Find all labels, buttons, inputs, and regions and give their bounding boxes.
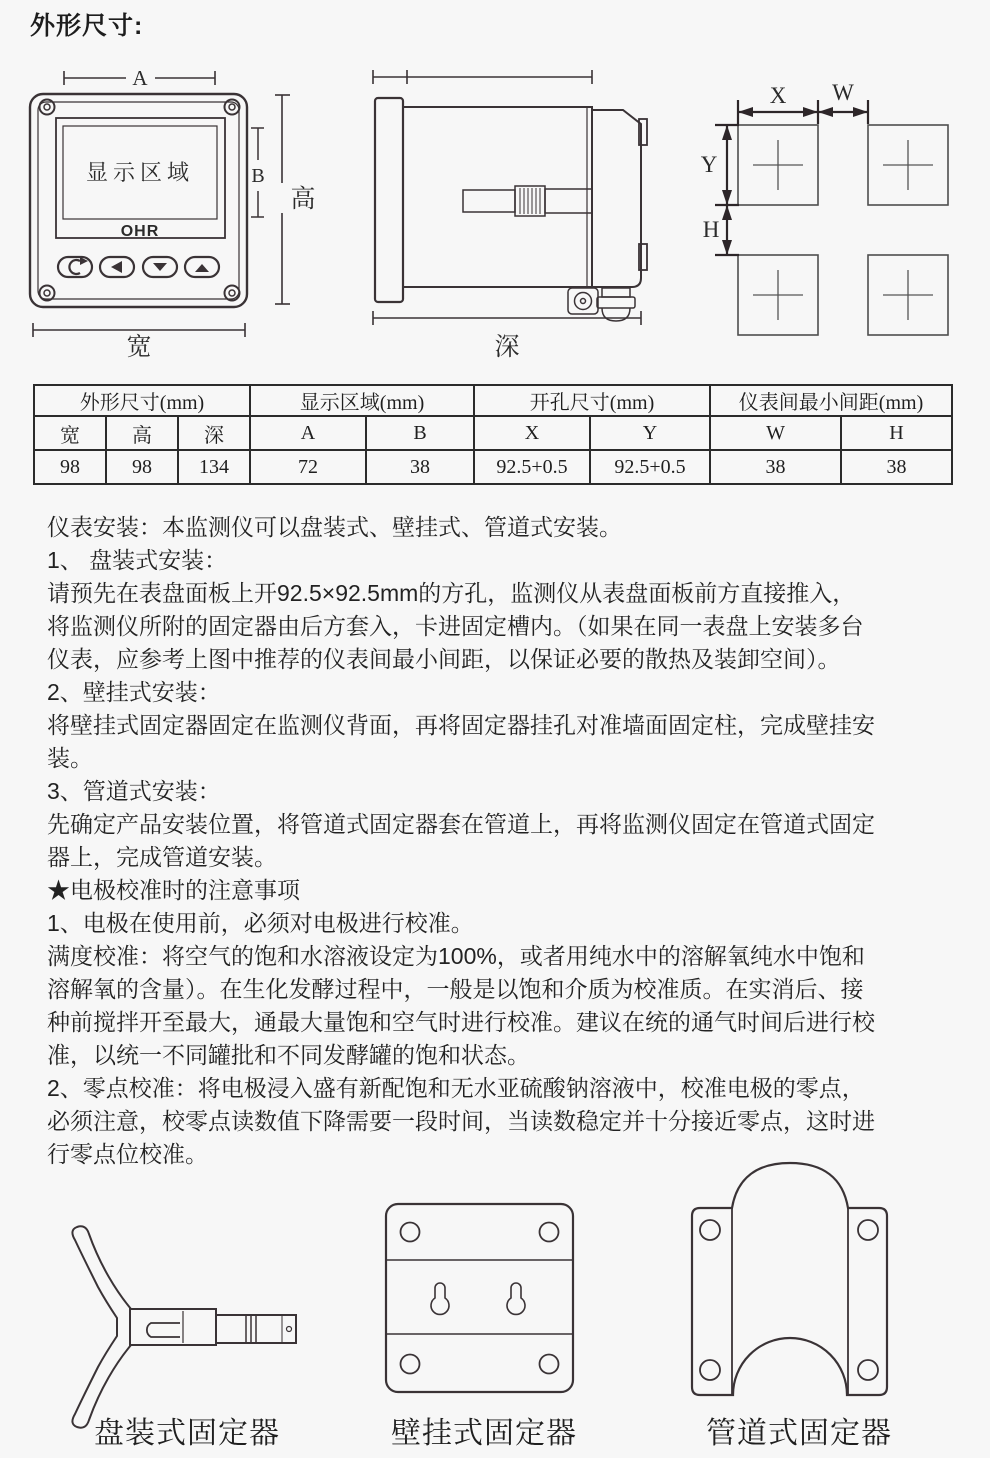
- dim-y-label: Y: [700, 152, 718, 177]
- instruction-line: 仪表安装：本监测仪可以盘装式、壁挂式、管道式安装。: [47, 514, 622, 540]
- bottom-bracket: [568, 288, 598, 314]
- wall-fixture-caption: 壁挂式固定器: [391, 1417, 577, 1450]
- group-cutout: 开孔尺寸(mm): [474, 385, 710, 416]
- table-group-row: [34, 385, 952, 416]
- pipe-fixture-caption: 管道式固定器: [706, 1417, 892, 1450]
- dim-depth-label: 深: [494, 334, 520, 361]
- dim-width-label: 宽: [126, 334, 152, 361]
- front-device-inner-frame: [38, 102, 239, 299]
- side-rear-housing: [592, 110, 641, 287]
- return-icon: [69, 260, 80, 274]
- dim-x-label: X: [769, 83, 787, 108]
- wall-fixture-keyhole-right: [507, 1283, 525, 1314]
- wall-fixture-screw-holes: [401, 1223, 559, 1374]
- instruction-line: 2、壁挂式安装：: [47, 679, 221, 705]
- panel-fixture-caption: 盘装式固定器: [94, 1417, 280, 1450]
- col-a: A: [250, 416, 366, 450]
- col-b: B: [366, 416, 474, 450]
- instruction-line: 1、 盘装式安装：: [47, 547, 228, 573]
- val-w: 38: [710, 450, 841, 484]
- col-w: W: [710, 416, 841, 450]
- instruction-line: 种前搅拌开至最大，通最大量饱和空气时进行校准。建议在统的通气时间后进行校: [47, 1009, 875, 1035]
- instruction-line: 装。: [47, 745, 93, 771]
- pipe-fixture-outline: [692, 1163, 887, 1395]
- pipe-fixture-screw-holes: [700, 1220, 878, 1380]
- instruction-line: ★电极校准时的注意事项: [47, 877, 300, 903]
- dim-height-marker: [275, 95, 290, 304]
- col-y: Y: [590, 416, 710, 450]
- side-top-dim-marker: [373, 70, 592, 84]
- panel-fixture-collar: [130, 1309, 216, 1345]
- dim-h-label: H: [702, 217, 720, 242]
- instruction-line: 3、管道式安装：: [47, 778, 221, 804]
- panel-fixture-drawing: [30, 1185, 340, 1430]
- instruction-line: 仪表，应参考上图中推荐的仪表间最小间距，以保证必要的散热及装卸空间）。: [47, 646, 841, 672]
- dim-b-label: B: [251, 165, 265, 187]
- instruction-line: 先确定产品安装位置，将管道式固定器套在管道上，再将监测仪固定在管道式固定: [47, 811, 875, 837]
- col-depth: 深: [178, 416, 250, 450]
- page-title: 外形尺寸:: [30, 12, 144, 40]
- col-width: 宽: [34, 416, 106, 450]
- panel-fixture-handle: [72, 1226, 131, 1427]
- wall-fixture-plate: [386, 1204, 573, 1392]
- val-a: 72: [250, 450, 366, 484]
- group-dimensions: 外形尺寸(mm): [34, 385, 250, 416]
- val-depth: 134: [178, 450, 250, 484]
- electrode-probe: [463, 186, 592, 216]
- cable-gland: [597, 288, 635, 321]
- wall-fixture-keyhole-left: [431, 1283, 449, 1314]
- instruction-line: 1、电极在使用前，必须对电极进行校准。: [47, 910, 474, 936]
- side-body: [403, 107, 592, 287]
- pipe-fixture-drawing: [675, 1158, 905, 1403]
- instruction-line: 满度校准：将空气的饱和水溶液设定为100%，或者用纯水中的溶解氧纯水中饱和: [47, 943, 865, 969]
- down-triangle-icon: [153, 263, 167, 271]
- col-x: X: [474, 416, 590, 450]
- val-x: 92.5+0.5: [474, 450, 590, 484]
- dim-arrowheads: [722, 107, 868, 255]
- table-value-row: [34, 450, 952, 484]
- val-h: 38: [841, 450, 952, 484]
- instruction-line: 将监测仪所附的固定器由后方套入，卡进固定槽内。（如果在同一表盘上安装多台: [47, 613, 864, 639]
- dim-w-label: W: [832, 80, 854, 105]
- dim-a-label: A: [132, 66, 148, 90]
- instruction-line: 必须注意，校零点读数值下降需要一段时间，当读数稳定并十分接近零点，这时进: [47, 1108, 875, 1134]
- val-width: 98: [34, 450, 106, 484]
- front-view-diagram: [0, 55, 330, 367]
- instruction-line: 请预先在表盘面板上开92.5×92.5mm的方孔，监测仪从表盘面板前方直接推入，: [47, 580, 856, 606]
- instruction-line: 器上，完成管道安装。: [47, 844, 277, 870]
- up-triangle-icon: [195, 264, 209, 272]
- col-h: H: [841, 416, 952, 450]
- val-b: 38: [366, 450, 474, 484]
- spec-table: [33, 384, 953, 485]
- group-spacing: 仪表间最小间距(mm): [710, 385, 952, 416]
- display-area-label: 显示区域: [85, 160, 195, 185]
- val-y: 92.5+0.5: [590, 450, 710, 484]
- instruction-line: 将壁挂式固定器固定在监测仪背面，再将固定器挂孔对准墙面固定柱，完成壁挂安: [47, 712, 875, 738]
- wall-fixture-drawing: [375, 1195, 585, 1400]
- instruction-line: 2、零点校准：将电极浸入盛有新配饱和无水亚硫酸钠溶液中，校准电极的零点，: [47, 1075, 865, 1101]
- instruction-line: 溶解氧的含量）。在生化发酵过程中，一般是以饱和介质为校准质。在实消后、接: [47, 976, 864, 1002]
- col-height: 高: [106, 416, 178, 450]
- dim-height-label: 高: [290, 186, 316, 213]
- center-cross-icons: [753, 140, 933, 320]
- left-triangle-icon: [111, 261, 122, 273]
- installation-instructions: [47, 511, 963, 1171]
- dim-depth-marker: [373, 311, 641, 325]
- cutout-pattern-diagram: [680, 55, 990, 355]
- group-display: 显示区域(mm): [250, 385, 474, 416]
- table-header-row: [34, 416, 952, 450]
- brand-logo: OHR: [120, 223, 160, 240]
- instruction-line: 准，以统一不同罐批和不同发酵罐的饱和状态。: [47, 1042, 530, 1068]
- cutout-squares: [738, 125, 948, 335]
- val-height: 98: [106, 450, 178, 484]
- instruction-line: 行零点位校准。: [47, 1141, 208, 1167]
- side-view-diagram: [340, 55, 675, 367]
- side-bezel: [375, 98, 403, 302]
